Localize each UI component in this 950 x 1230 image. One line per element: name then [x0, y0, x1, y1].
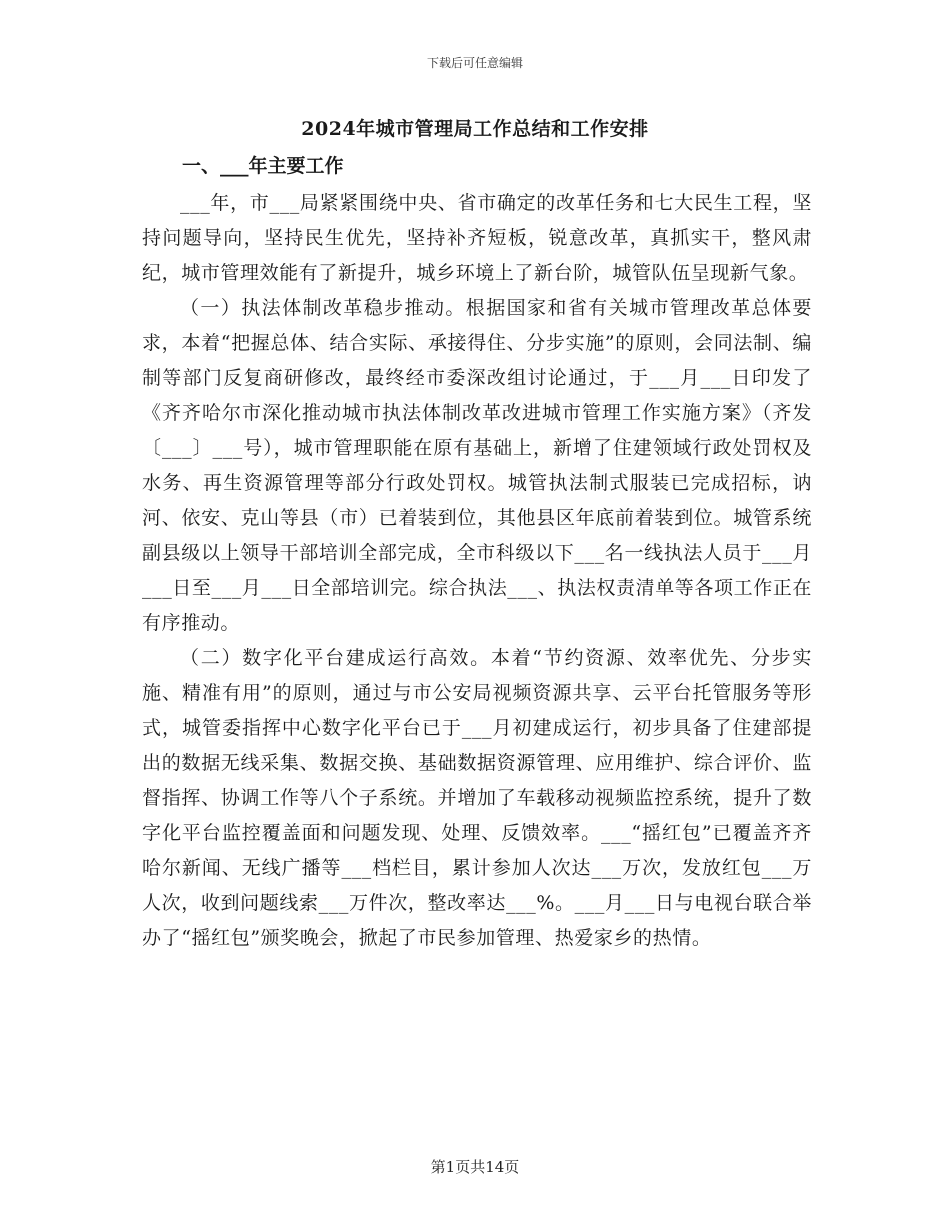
paragraph-digital-platform: （二）数字化平台建成运行高效。本着“节约资源、效率优先、分步实施、精准有用”的原则，通过与市公安局视频资源共享、云平台托管服务等形式，城管委指挥中心数字化平台已于___月初建成运行，初步具备了住建部提出的数据无线采集、数据交换、基础数据资源管理、应用维护、综合评价、监督指挥、协调工作等八个子系统。并增加了车载移动视频监控系统，提升了数字化平台监控覆盖面和问题发现、处理、反馈效率。___“摇红包”已覆盖齐齐哈尔新闻、无线广播等___档栏目，累计参加人次达___万次，发放红包___万人次，收到问题线索___万件次，整改率达___%。___月___日与电视台联合举办了“摇红包”颁奖晚会，掀起了市民参加管理、热爱家乡的热情。 [142, 647, 812, 949]
section-heading: 一、___年主要工作 [182, 155, 344, 177]
paragraph-law-enforcement-reform: （一）执法体制改革稳步推动。根据国家和省有关城市管理改革总体要求，本着“把握总体、结合实际、承接得住、分步实施”的原则，会同法制、编制等部门反复商研修改，最终经市委深改组讨论通过，于___月___日印发了《齐齐哈尔市深化推动城市执法体制改革改进城市管理工作实施方案》（齐发〔___〕___号），城市管理职能在原有基础上，新增了住建领域行政处罚权及水务、再生资源管理等部分行政处罚权。城管执法制式服装已完成招标，讷河、依安、克山等县（市）已着装到位，其他县区年底前着装到位。城管系统副县级以上领导干部培训全部完成，全市科级以下___名一线执法人员于___月___日至___月___日全部培训完。综合执法___、执法权责清单等各项工作正在有序推动。 [142, 297, 813, 634]
header-note: 下载后可任意编辑 [426, 56, 523, 70]
document-title: 2024年城市管理局工作总结和工作安排 [301, 118, 649, 140]
paragraph-intro: ___年，市___局紧紧围绕中央、省市确定的改革任务和七大民生工程，坚持问题导向，坚持民生优先，坚持补齐短板，锐意改革，真抓实干，整风肃纪，城市管理效能有了新提升，城乡环境上了新台阶，城管队伍呈现新气象。 [142, 192, 812, 284]
document-body [142, 186, 812, 956]
page-indicator: 第1页共14页 [430, 1158, 520, 1176]
